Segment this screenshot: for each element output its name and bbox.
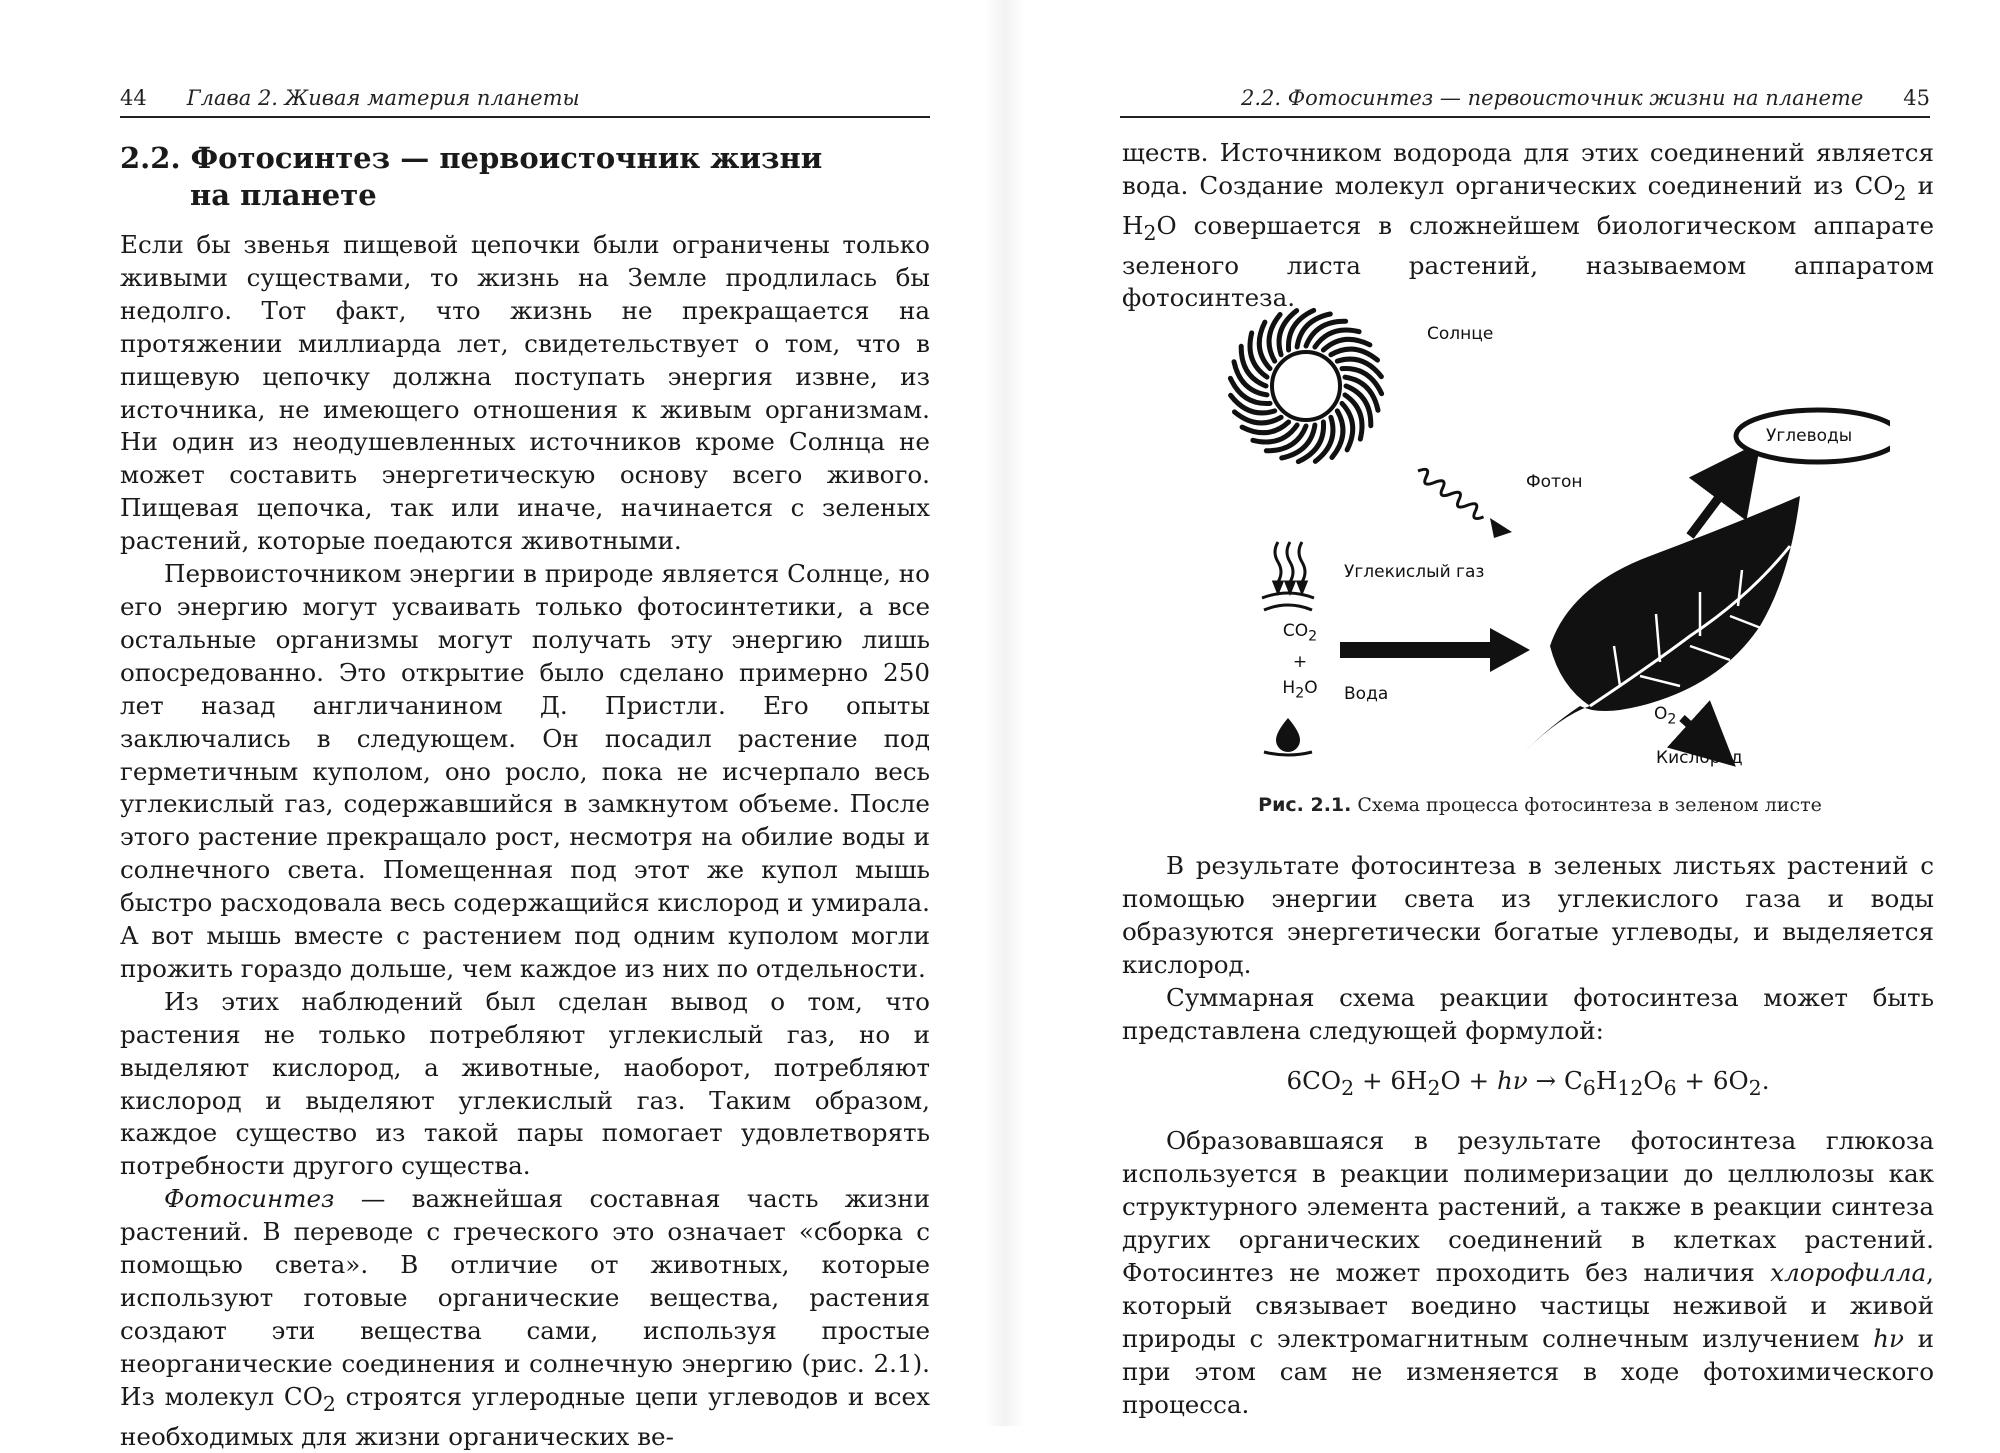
- paragraph: В результате фотосинтеза в зеленых листьях растений с помощью энергии света из углекислого газа и воды образуются энергетически богатые углеводы, и выделяется кислород.: [1122, 851, 1934, 979]
- subscript: 6: [1663, 1076, 1677, 1101]
- paragraph-text: O совершается в сложнейшем биологическом аппарате зеленого листа растений, называемом аппаратом фотосинтеза.: [1122, 210, 1934, 313]
- label-oxygen: Кислород: [1656, 748, 1743, 768]
- term-photosynthesis: Фотосинтез: [164, 1184, 335, 1214]
- paragraph-text: ществ. Источником водорода для этих соединений является вода. Создание молекул органических соединений из CO: [1122, 138, 1934, 200]
- subscript: 2: [322, 1391, 336, 1416]
- subscript: 2: [1667, 711, 1677, 728]
- page-number-right: 45: [1903, 86, 1930, 110]
- subscript: 2: [1427, 1076, 1441, 1101]
- label-water: Вода: [1344, 684, 1389, 704]
- figure-photosynthesis: [1190, 306, 1890, 826]
- label-photon: Фотон: [1526, 472, 1583, 492]
- paragraph-text: Образовавшаяся в результате фотосинтеза глюкоза используется в реакции полимеризации до целлюлозы как структурного элемента растений, а также в реакции синтеза других органических соединений в клетках растений. Фотосинтез не может проходить без наличия: [1122, 1126, 1934, 1287]
- label-h2o: [1276, 675, 1324, 706]
- section-heading: [120, 140, 930, 214]
- term-chlorophyll: хлорофилла: [1770, 1257, 1927, 1287]
- label-h2o-text: H: [1282, 678, 1296, 699]
- label-inputs: [1276, 618, 1324, 707]
- right-page: [1040, 0, 2000, 1426]
- formula-part: .: [1761, 1066, 1770, 1096]
- paragraph-text: , который связывает воедино частицы неживой и живой природы с электромагнитным солнечным излучением: [1122, 1257, 1934, 1353]
- water-drop-icon: [1264, 718, 1312, 755]
- photon-wave-icon: [1415, 466, 1487, 522]
- label-o2: [1654, 704, 1676, 727]
- paragraph-text: строятся углеродные цепи углеводов и всех необходимых для жизни органических ве-: [120, 1381, 930, 1451]
- label-carbs: Углеводы: [1766, 426, 1853, 446]
- formula-part: O +: [1440, 1066, 1497, 1096]
- paragraph: [1122, 1125, 1934, 1421]
- subscript: 2: [1295, 685, 1305, 702]
- section-heading-line1: 2.2. Фотосинтез — первоисточник жизни: [120, 141, 823, 175]
- left-body-text: [120, 229, 930, 1453]
- caption-text: Схема процесса фотосинтеза в зеленом листе: [1351, 794, 1822, 816]
- paragraph: [1122, 137, 1934, 315]
- page-number-left: 44: [120, 86, 147, 110]
- label-co2: [1276, 618, 1324, 649]
- subscript: 2: [1308, 628, 1318, 645]
- book-gutter: [985, 0, 1025, 1426]
- photon-arrow-icon: [1490, 518, 1512, 538]
- right-body-text-bottom: [1122, 850, 1934, 1421]
- figure-caption: [1190, 794, 1890, 816]
- paragraph-text: и при этом сам не изменяется в ходе фотохимического процесса.: [1122, 1323, 1934, 1419]
- subscript: 2: [1893, 180, 1907, 205]
- subscript: 2: [1341, 1076, 1355, 1101]
- subscript: 2: [1748, 1076, 1762, 1101]
- subscript: 6: [1582, 1076, 1596, 1101]
- subscript: 2: [1143, 220, 1157, 245]
- running-head-left: [120, 84, 930, 118]
- formula-part: → C: [1527, 1066, 1583, 1096]
- label-co2-gas: Углекислый газ: [1344, 562, 1485, 582]
- sun-icon: [1230, 310, 1381, 461]
- paragraph: Первоисточником энергии в природе является Солнце, но его энергию могут усваивать только фотосинтетики, а все остальные организмы могут получать эту энергию лишь опосредованно. Это открытие было сделано примерно 250 лет назад англичанином Д. Пристли. Его опыты заключались в следующем. Он посадил растение под герметичным куполом, оно росло, пока не исчерпало весь углекислый газ, содержавшийся в замкнутом объеме. После этого растение прекращало рост, несмотря на обилие воды и солнечного света. Помещенная под этот же купол мышь быстро расходовала весь содержащийся кислород и умирала. А вот мышь вместе с растением под одним куполом могли прожить гораздо дольше, чем каждое из них по отдельности.: [120, 559, 930, 983]
- caption-label: Рис. 2.1.: [1258, 794, 1352, 816]
- running-head-left-title: Глава 2. Живая материя планеты: [186, 86, 580, 110]
- label-plus: +: [1292, 652, 1308, 673]
- formula-part: O: [1643, 1066, 1664, 1096]
- section-heading-line2: на планете: [190, 178, 377, 212]
- label-o2-text: O: [1654, 704, 1668, 724]
- figure-drawing: [1190, 306, 1890, 786]
- gas-icon: [1262, 542, 1314, 610]
- left-page: [0, 0, 960, 1451]
- formula-part: hν: [1496, 1066, 1528, 1096]
- paragraph: Суммарная схема реакции фотосинтеза может быть представлена следующей формулой:: [1122, 982, 1934, 1045]
- formula-part: + 6H: [1354, 1066, 1428, 1096]
- label-h2o-text: O: [1304, 678, 1318, 699]
- photosynthesis-formula: [1122, 1065, 1934, 1105]
- label-sun: Солнце: [1427, 324, 1494, 344]
- formula-part: 6CO: [1286, 1066, 1342, 1096]
- running-head-right-title: 2.2. Фотосинтез — первоисточник жизни на планете: [1240, 86, 1864, 110]
- running-head-right: [1120, 84, 1930, 118]
- formula-part: + 6O: [1676, 1066, 1749, 1096]
- paragraph-text: и H: [1122, 170, 1934, 240]
- paragraph-text: — важнейшая составная часть жизни растений. В переводе с греческого это означает «сборка с помощью света». В отличие от животных, которые используют готовые органические вещества, растения создают эти вещества сами, используя простые неорганические соединения и солнечную энергию (рис. 2.1). Из молекул CO: [120, 1184, 930, 1411]
- formula-part: H: [1595, 1066, 1618, 1096]
- input-arrow-icon: [1340, 628, 1530, 672]
- paragraph: Если бы звенья пищевой цепочки были ограничены только живыми существами, то жизнь на Земле продлилась бы недолго. Тот факт, что жизнь не прекращается на протяжении миллиарда лет, свидетельствует о том, что в пищевую цепочку должна поступать энергия извне, из источника, не имеющего отношения к живым организмам. Ни один из неодушевленных источников кроме Солнца не может составить энергетическую основу всего живого. Пищевая цепочка, так или иначе, начинается с зеленых растений, которые поедаются животными.: [120, 230, 930, 556]
- paragraph: Из этих наблюдений был сделан вывод о том, что растения не только потребляют углекислый газ, но и выделяют кислород, а животные, наоборот, потребляют кислород и выделяют углекислый газ. Таким образом, каждое существо из такой пары помогает удовлетворять потребности другого существа.: [120, 986, 930, 1181]
- paragraph: [120, 1183, 930, 1453]
- subscript: 12: [1617, 1076, 1644, 1101]
- term-hv: hν: [1873, 1323, 1904, 1353]
- label-co2-text: CO: [1282, 621, 1309, 641]
- right-body-text-top: [1122, 137, 1934, 315]
